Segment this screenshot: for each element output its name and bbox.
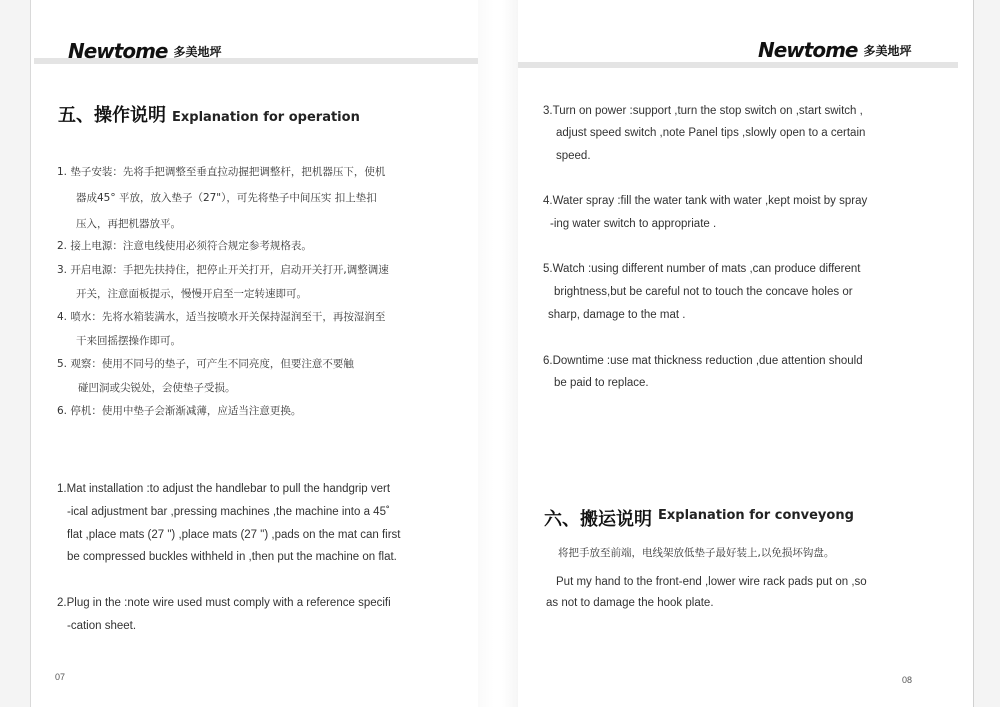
page-number: 07 (55, 672, 66, 682)
en-line: speed. (556, 150, 591, 162)
cn-line: 碰凹洞或尖锐处，会使垫子受损。 (78, 382, 236, 394)
cn-line: 2. 接上电源：注意电线使用必须符合规定参考规格表。 (57, 240, 312, 252)
right-section-title (544, 505, 854, 531)
en-line: brightness,but be careful not to touch the concave holes or (554, 286, 853, 298)
left-section-title (58, 101, 360, 127)
en-line: 2.Plug in the :note wire used must comply with a reference specifi (57, 597, 391, 609)
cn-line: 5. 观察：使用不同号的垫子，可产生不同亮度，但要注意不要触 (57, 358, 354, 370)
left-header (68, 38, 222, 64)
brand-logo-cn: 多美地坪 (173, 44, 222, 59)
en-line: be compressed buckles withheld in ,then put the machine on flat. (67, 551, 397, 563)
brand-logo-cn: 多美地坪 (863, 43, 912, 58)
right-header (758, 37, 912, 63)
brand-logo: Newtome (758, 38, 858, 62)
cn-line: 压入，再把机器放平。 (76, 218, 181, 230)
cn-line: 6. 停机：使用中垫子会渐渐减薄，应适当注意更换。 (57, 405, 302, 417)
en-line: -ical adjustment bar ,pressing machines ,the machine into a 45˚ (67, 506, 390, 518)
cn-line: 将把手放至前端，电线架放低垫子最好装上,以免损坏钩盘。 (558, 547, 835, 559)
en-line: 4.Water spray :fill the water tank with water ,kept moist by spray (543, 195, 868, 207)
cn-line: 器成45° 平放，放入垫子（27"），可先将垫子中间压实 扣上垫扣 (76, 192, 377, 204)
cn-line: 开关，注意面板提示，慢慢开启至一定转速即可。 (76, 288, 307, 300)
section-title-en: Explanation for operation (172, 110, 360, 125)
en-line: 1.Mat installation :to adjust the handlebar to pull the handgrip vert (57, 483, 391, 495)
en-line: -ing water switch to appropriate . (550, 218, 717, 230)
en-line: 6.Downtime :use mat thickness reduction ,due attention should (543, 355, 863, 367)
en-line: adjust speed switch ,note Panel tips ,slowly open to a certain (556, 127, 866, 139)
cn-line: 干来回摇摆操作即可。 (76, 335, 181, 347)
section-title-cn: 六、搬运说明 (544, 509, 652, 530)
section-title-cn: 五、操作说明 (58, 105, 166, 126)
en-line: as not to damage the hook plate. (546, 597, 714, 609)
en-line: be paid to replace. (554, 377, 649, 389)
page-number: 08 (902, 675, 913, 685)
section-title-en: Explanation for conveyong (658, 508, 854, 523)
en-line: 3.Turn on power :support ,turn the stop switch on ,start switch , (543, 105, 863, 117)
cn-line: 4. 喷水：先将水箱装满水，适当按喷水开关保持湿润至干，再按湿润至 (57, 311, 386, 323)
brand-logo: Newtome (68, 39, 168, 63)
cn-line: 3. 开启电源：手把先扶持住，把停止开关打开，启动开关打开,调整调速 (57, 264, 389, 276)
en-line: Put my hand to the front-end ,lower wire rack pads put on ,so (556, 576, 867, 588)
en-line: -cation sheet. (67, 620, 137, 632)
en-line: flat ,place mats (27 ") ,place mats (27 ") ,pads on the mat can first (67, 529, 401, 541)
en-line: sharp, damage to the mat . (548, 309, 686, 321)
cn-line: 1. 垫子安装：先将手把调整至垂直拉动握把调整杆，把机器压下，使机 (57, 166, 386, 178)
book-gutter (478, 0, 518, 707)
en-line: 5.Watch :using different number of mats ,can produce different (543, 263, 861, 275)
